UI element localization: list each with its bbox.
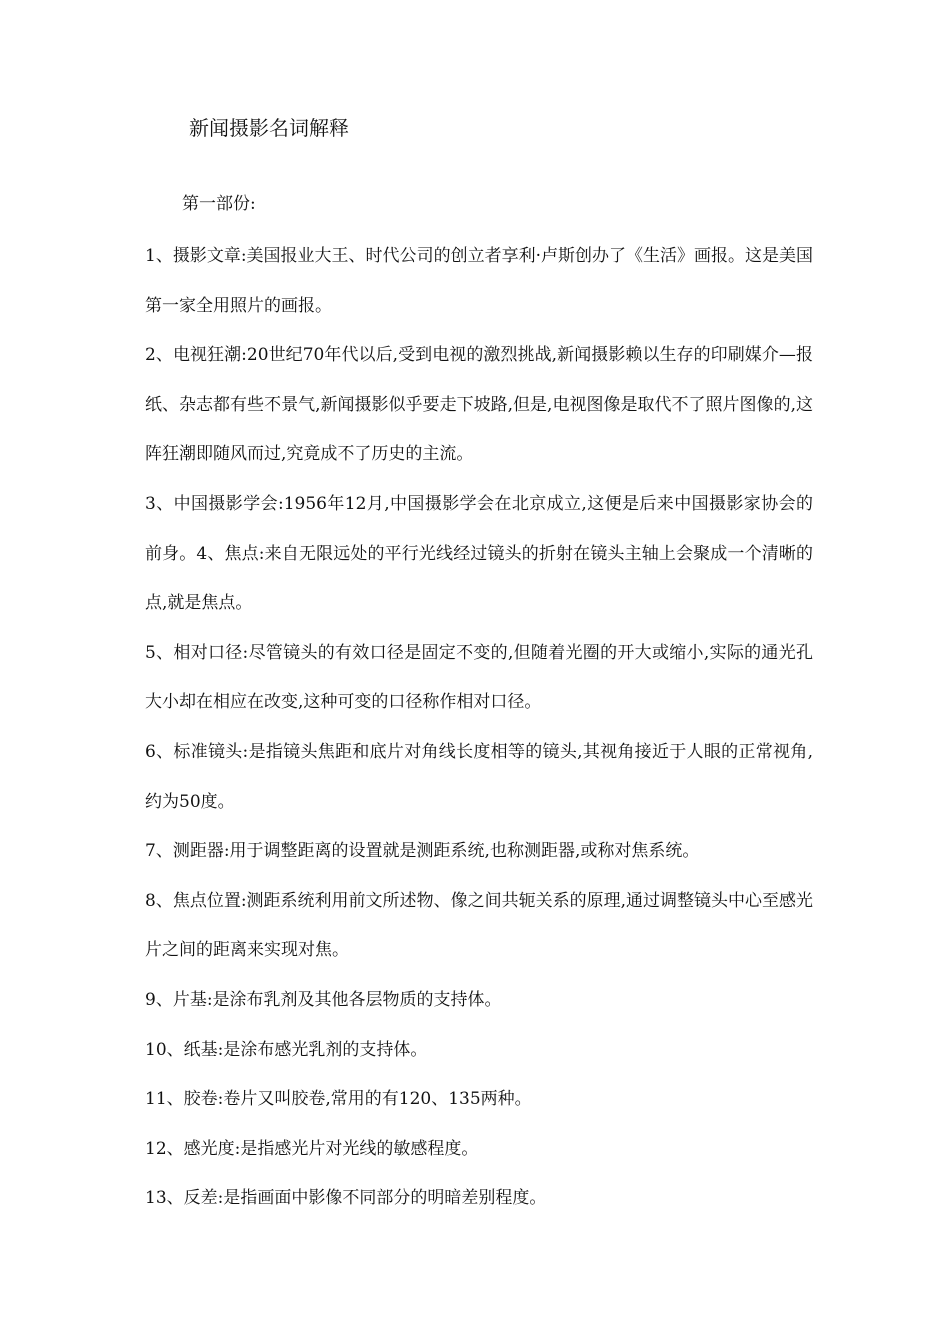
term-definition-3: 3、中国摄影学会:1956年12月,中国摄影学会在北京成立,这便是后来中国摄影家协会的前身。4、焦点:来自无限远处的平行光线经过镜头的折射在镜头主轴上会聚成一个清晰的点,就是焦点。	[145, 493, 813, 614]
term-definition-6: 6、标准镜头:是指镜头焦距和底片对角线长度相等的镜头,其视角接近于人眼的正常视角,约为50度。	[145, 741, 813, 812]
term-definition-1: 1、摄影文章:美国报业大王、时代公司的创立者享利·卢斯创办了《生活》画报。这是美国第一家全用照片的画报。	[145, 246, 813, 316]
term-definition-10: 10、纸基:是涂布感光乳剂的支持体。	[145, 1039, 428, 1060]
document-title: 新闻摄影名词解释	[189, 116, 349, 140]
term-definition-8: 8、焦点位置:测距系统利用前文所述物、像之间共轭关系的原理,通过调整镜头中心至感光片之间的距离来实现对焦。	[145, 890, 813, 961]
term-definition-13: 13、反差:是指画面中影像不同部分的明暗差别程度。	[145, 1188, 547, 1209]
term-definition-7: 7、测距器:用于调整距离的设置就是测距系统,也称测距器,或称对焦系统。	[145, 841, 700, 862]
document-body	[145, 232, 813, 1224]
term-definition-12: 12、感光度:是指感光片对光线的敏感程度。	[145, 1138, 479, 1159]
term-definition-11: 11、胶卷:卷片又叫胶卷,常用的有120、135两种。	[145, 1089, 532, 1110]
section-label: 第一部份:	[182, 194, 256, 214]
term-definition-5: 5、相对口径:尽管镜头的有效口径是固定不变的,但随着光圈的开大或缩小,实际的通光孔大小却在相应在改变,这种可变的口径称作相对口径。	[145, 642, 813, 713]
term-definition-2: 2、电视狂潮:20世纪70年代以后,受到电视的激烈挑战,新闻摄影赖以生存的印刷媒介—报纸、杂志都有些不景气,新闻摄影似乎要走下坡路,但是,电视图像是取代不了照片图像的,这阵狂潮即随风而过,究竟成不了历史的主流。	[145, 345, 813, 465]
term-definition-9: 9、片基:是涂布乳剂及其他各层物质的支持体。	[145, 989, 502, 1010]
